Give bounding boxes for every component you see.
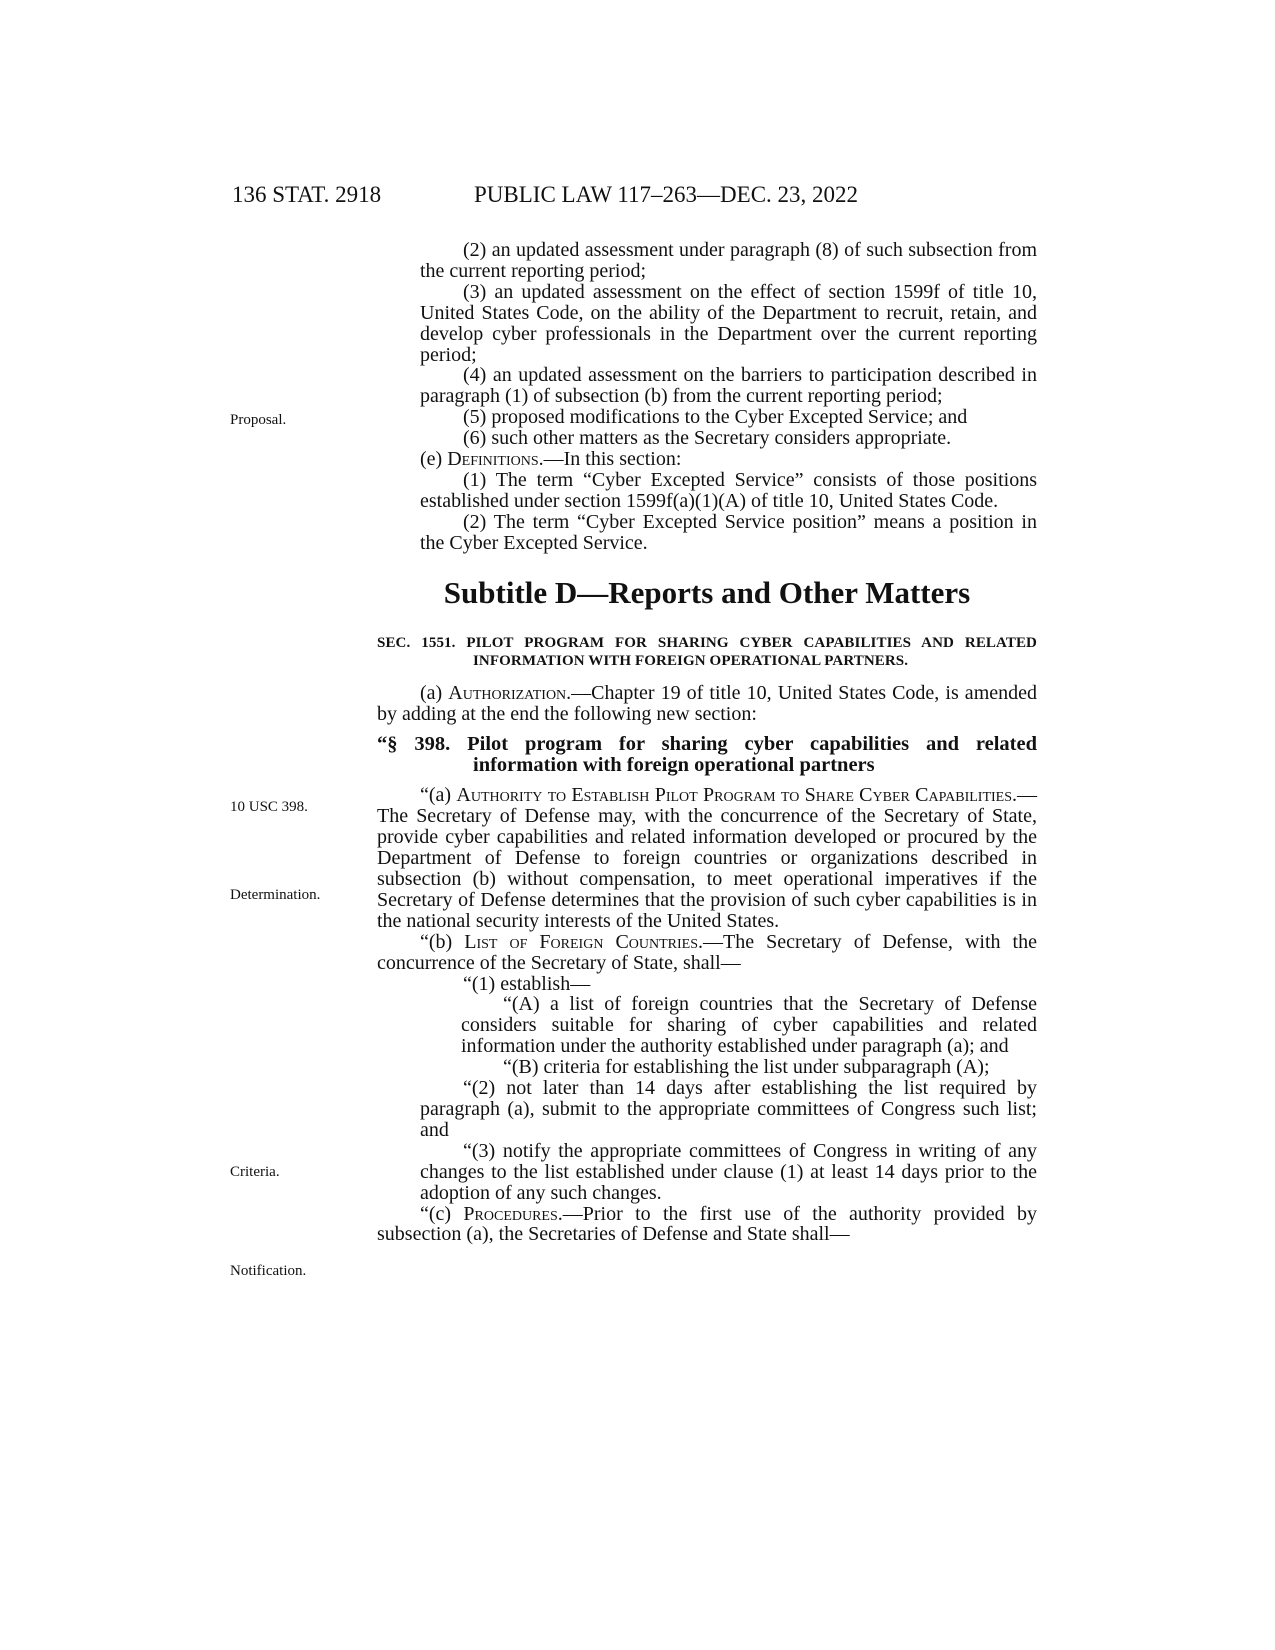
new-subsection-c-label: “(c): [420, 1202, 464, 1225]
definition-2: (2) The term “Cyber Excepted Service position” means a position in the Cyber Excepted Service.: [420, 510, 1037, 554]
margin-note-determination: Determination.: [230, 887, 321, 903]
paragraph-3: (3) an updated assessment on the effect of section 1599f of title 10, United States Code, on the ability of the Department to recruit, retain, and develop cyber professionals in the Department over the current reporting period;: [420, 280, 1037, 366]
main-text: [377, 240, 1037, 1245]
list-item-b3: “(3) notify the appropriate committees of Congress in writing of any changes to the list established under clause (1) at least 14 days prior to the adoption of any such changes.: [420, 1139, 1037, 1204]
list-item-bB: “(B) criteria for establishing the list under subparagraph (A);: [503, 1056, 990, 1079]
margin-note-criteria: Criteria.: [230, 1164, 280, 1180]
new-subsection-a-text: .—The Secretary of Defense may, with the concurrence of the Secretary of State, provide cyber capabilities and related information developed or procured by the Department of Defense to foreign countries or organizations described in subsection (b) without compensation, to meet operational imperatives if the Secretary of Defense determines that the provision of such cyber capabilities is in the national security interests of the United States.: [377, 784, 1037, 932]
new-subsection-c: [377, 1204, 1037, 1246]
margin-note-notification: Notification.: [230, 1263, 307, 1279]
new-subsection-a: [377, 785, 1037, 931]
definition-1: (1) The term “Cyber Excepted Service” consists of those positions established under section 1599f(a)(1)(A) of title 10, United States Code.: [420, 468, 1037, 512]
subsection-a: [377, 683, 1037, 725]
subsection-e: [377, 449, 1037, 470]
subtitle-heading: Subtitle D—Reports and Other Matters: [443, 574, 971, 610]
subsection-e-label: (e): [420, 448, 448, 471]
page-stat-number: 136 STAT. 2918: [232, 182, 382, 207]
paragraph-5: (5) proposed modifications to the Cyber Excepted Service; and: [463, 406, 968, 429]
subsection-e-heading: Definitions: [447, 448, 539, 471]
list-item-bA: “(A) a list of foreign countries that the Secretary of Defense considers suitable for sharing of cyber capabilities and related information under the authority established under paragraph (a); and: [461, 993, 1037, 1058]
paragraph-6: (6) such other matters as the Secretary considers appropriate.: [463, 427, 952, 450]
subsection-e-text: .—In this section:: [538, 448, 682, 471]
subsection-a-heading: Authorization: [448, 681, 567, 704]
margin-note-usc: 10 USC 398.: [230, 799, 308, 815]
new-subsection-b-text: .—The Secretary of Defense, with the concurrence of the Secretary of State, shall—: [377, 930, 1037, 974]
new-section-heading: “§ 398. Pilot program for sharing cyber capabilities and related information with foreign operational partners: [377, 733, 1037, 776]
paragraph-4: (4) an updated assessment on the barriers to participation described in paragraph (1) of subsection (b) from the current reporting period;: [420, 364, 1037, 408]
margin-note-proposal: Proposal.: [230, 412, 287, 428]
new-subsection-a-heading: Authority to Establish Pilot Program to Share Cyber Capabilities: [456, 784, 1012, 807]
paragraph-2: (2) an updated assessment under paragraph (8) of such subsection from the current reporting period;: [420, 239, 1037, 282]
new-subsection-c-heading: Procedures: [463, 1202, 558, 1225]
new-subsection-b-label: “(b): [420, 930, 465, 953]
subsection-a-text: .—Chapter 19 of title 10, United States Code, is amended by adding at the end the following new section:: [377, 681, 1037, 725]
new-subsection-b: [377, 932, 1037, 974]
running-title: PUBLIC LAW 117–263—DEC. 23, 2022: [474, 182, 859, 207]
list-item-b2: “(2) not later than 14 days after establishing the list required by paragraph (a), submit to the appropriate committees of Congress such list; and: [420, 1077, 1037, 1141]
new-subsection-c-text: .—Prior to the first use of the authority provided by subsection (a), the Secretaries of Defense and State shall—: [377, 1202, 1037, 1246]
new-subsection-b-heading: List of Foreign Countries: [464, 930, 699, 953]
subsection-a-label: (a): [420, 681, 449, 704]
list-item-b1: “(1) establish—: [463, 972, 591, 995]
new-subsection-a-label: “(a): [420, 784, 457, 807]
section-heading: SEC. 1551. PILOT PROGRAM FOR SHARING CYBER CAPABILITIES AND RELATED INFORMATION WITH FOREIGN OPERATIONAL PARTNERS.: [377, 634, 1037, 670]
